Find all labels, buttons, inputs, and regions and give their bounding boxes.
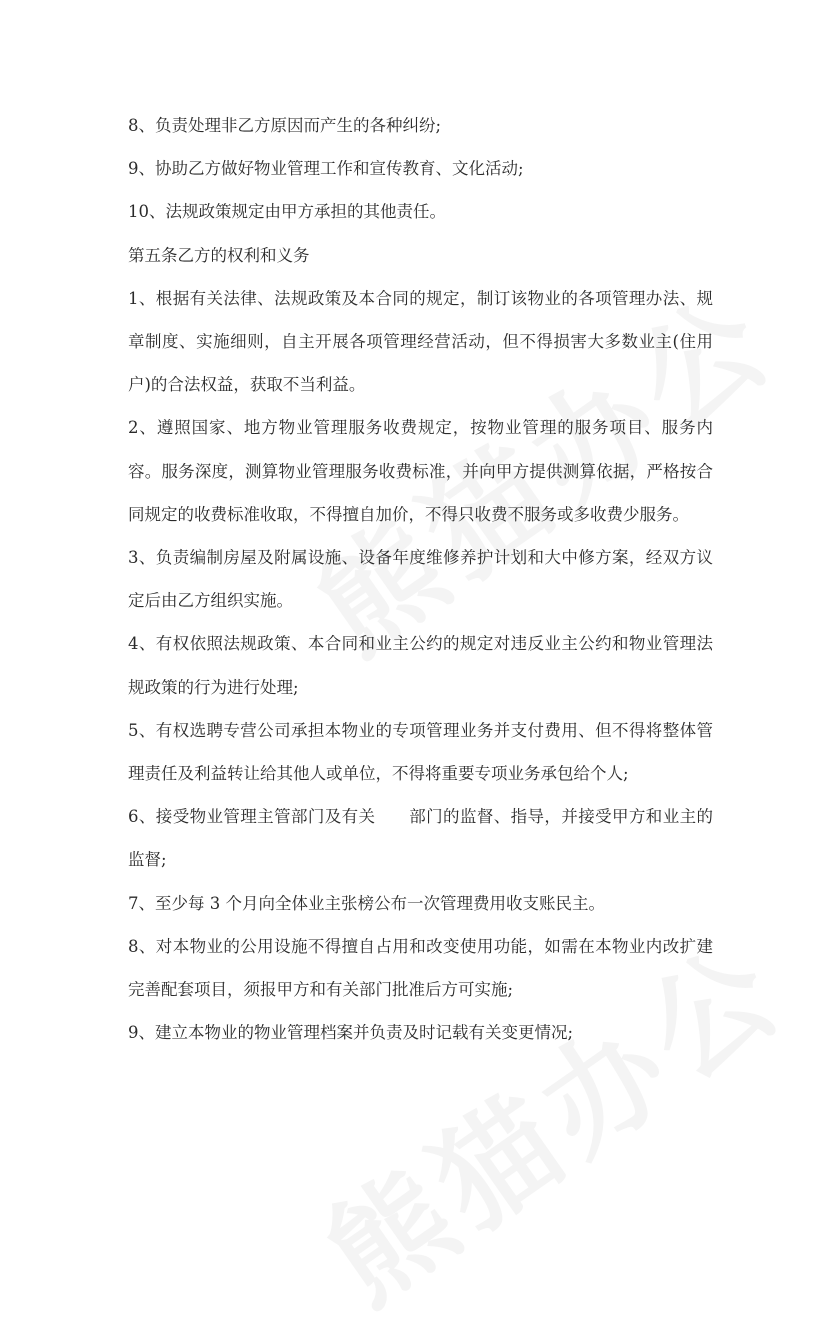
paragraph-right-1: 1、根据有关法律、法规政策及本合同的规定，制订该物业的各项管理办法、规章制度、实施细则，自主开展各项管理经营活动，但不得损害大多数业主(住用户)的合法权益，获取不当利益。 [128, 288, 713, 395]
paragraph-duty-10: 10、法规政策规定由甲方承担的其他责任。 [128, 202, 446, 222]
paragraph-right-6: 6、接受物业管理主管部门及有关 部门的监督、指导，并接受甲方和业主的监督; [128, 807, 713, 870]
paragraph-right-8: 8、对本物业的公用设施不得擅自占用和改变使用功能，如需在本物业内改扩建完善配套项目，须报甲方和有关部门批准后方可实施; [128, 936, 713, 1000]
paragraph-right-2: 2、遵照国家、地方物业管理服务收费规定，按物业管理的服务项目、服务内容。服务深度，测算物业管理服务收费标准，并向甲方提供测算依据，严格按合同规定的收费标准收取，不得擅自加价，不得只收费不服务或多收费少服务。 [128, 418, 713, 524]
paragraph-duty-8: 8、负责处理非乙方原因而产生的各种纠纷; [128, 116, 442, 135]
section-heading: 第五条乙方的权利和义务 [128, 245, 310, 265]
paragraph-right-4: 4、有权依照法规政策、本合同和业主公约的规定对违反业主公约和物业管理法规政策的行为进行处理; [128, 634, 713, 697]
paragraph-right-5: 5、有权选聘专营公司承担本物业的专项管理业务并支付费用、但不得将整体管理责任及利益转让给其他人或单位，不得将重要专项业务承包给个人; [128, 720, 713, 784]
paragraph-duty-9: 9、协助乙方做好物业管理工作和宣传教育、文化活动; [128, 159, 524, 179]
paragraph-right-9: 9、建立本物业的物业管理档案并负责及时记载有关变更情况; [128, 1023, 574, 1043]
document-body [128, 104, 713, 1054]
paragraph-right-7: 7、至少每 3 个月向全体业主张榜公布一次管理费用收支账民主。 [128, 893, 605, 913]
paragraph-right-3: 3、负责编制房屋及附属设施、设备年度维修养护计划和大中修方案，经双方议定后由乙方组织实施。 [128, 548, 713, 611]
